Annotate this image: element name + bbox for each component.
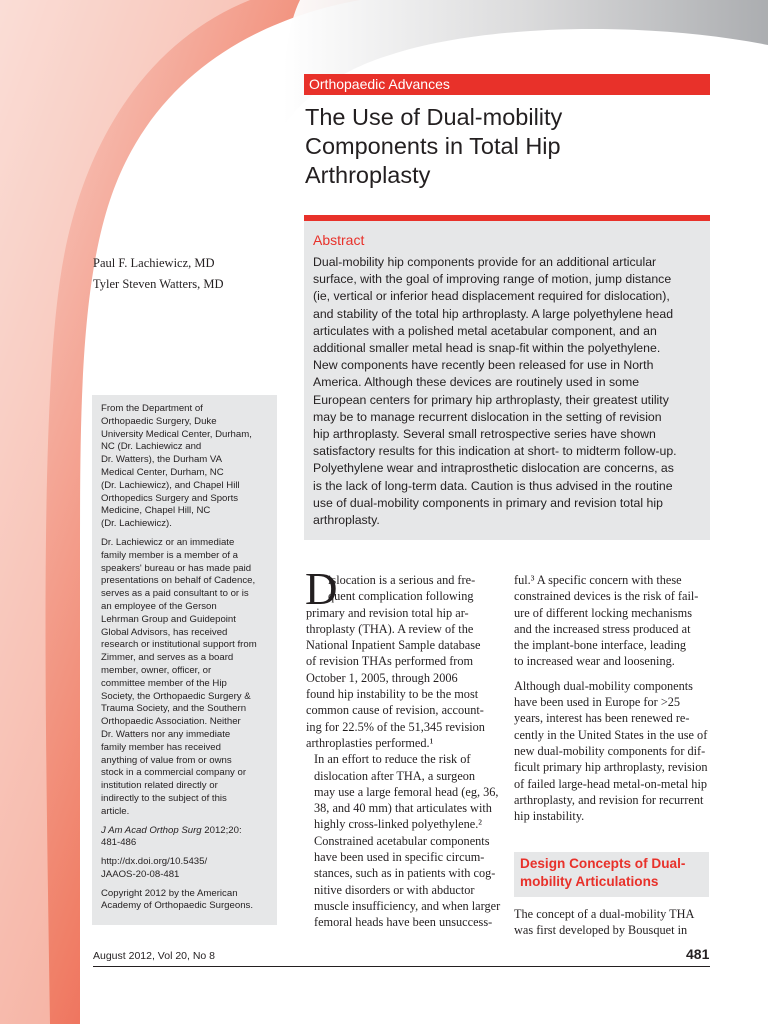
citation-text — [101, 825, 277, 851]
body-line: throplasty (THA). A review of the — [306, 621, 474, 636]
body-line: 38, and 40 mm) that articulates with — [314, 801, 492, 816]
disclosure-line: anything of value from or owns — [101, 754, 232, 766]
body-line: islocation is a serious and fre- — [328, 573, 476, 587]
disclosure-text — [101, 537, 277, 819]
body-line: muscle insufficiency, and when larger — [314, 898, 501, 913]
disclosure-line: research or institutional support from — [101, 639, 257, 651]
affiliation-line: Orthopedics Surgery and Sports — [101, 492, 239, 504]
footer-divider — [93, 966, 710, 967]
body-line: primary and revision total hip ar- — [306, 605, 469, 620]
issue-info: August 2012, Vol 20, No 8 — [93, 950, 216, 962]
body-paragraph — [514, 572, 710, 670]
body-line: new dual-mobility components for dif- — [514, 743, 706, 758]
disclosure-line: committee member of the Hip — [101, 677, 227, 689]
affiliation-line: Medicine, Chapel Hill, NC — [101, 505, 211, 517]
journal-name: J Am Acad Orthop Surg — [101, 824, 202, 836]
body-line: stances, such as in patients with cog- — [314, 866, 496, 881]
body-line: ure of different locking mechanisms — [514, 605, 693, 620]
abstract-line: Polyethylene wear and intraprosthetic dislocation are concerns, as — [313, 461, 674, 476]
body-line: Constrained acetabular components — [314, 833, 490, 848]
article-title — [305, 103, 705, 190]
body-line: found hip instability to be the most — [306, 687, 479, 702]
body-line: have been used in specific circum- — [314, 850, 485, 865]
body-line: ficult primary hip arthroplasty, revision — [514, 760, 708, 775]
disclosure-line: serves as a paid consultant to or is — [101, 588, 249, 600]
body-line: ing for 22.5% of the 51,345 revision — [306, 719, 485, 734]
abstract-line: arthroplasty. — [313, 513, 380, 528]
citation-pages: 481-486 — [101, 837, 137, 849]
author-name: Paul F. Lachiewicz, MD — [93, 256, 215, 270]
author-list — [93, 253, 224, 295]
disclosure-line: member, owner, officer, or — [101, 664, 212, 676]
page-number: 481 — [686, 946, 710, 962]
disclosure-line: Dr. Lachiewicz or an immediate — [101, 536, 235, 548]
doi-line[interactable]: http://dx.doi.org/10.5435/ — [101, 856, 208, 868]
disclosure-line: presentations on behalf of Cadence, — [101, 575, 256, 587]
abstract-line: additional smaller metal head is snap-fit within the polyethylene. — [313, 341, 661, 356]
abstract-text — [313, 254, 708, 529]
body-line: quent complication following — [328, 589, 474, 604]
body-line: have been used in Europe for >25 — [514, 695, 681, 710]
body-line: October 1, 2005, through 2006 — [306, 670, 458, 685]
abstract-line: and stability of the total hip arthroplasty. A large polyethylene head — [313, 306, 674, 321]
body-line: Although dual-mobility components — [514, 678, 693, 693]
body-line: nitive disorders or with abductor — [314, 882, 475, 897]
disclosure-line: institution related directly or — [101, 780, 218, 792]
body-line: to increased wear and loosening. — [514, 654, 675, 669]
abstract-line: hip arthroplasty. Several small retrospective series have shown — [313, 427, 656, 442]
disclosure-line: Society, the Orthopaedic Surgery & — [101, 690, 251, 702]
affiliation-line: Orthopaedic Surgery, Duke — [101, 415, 217, 427]
copyright-line: Copyright 2012 by the American — [101, 887, 238, 899]
body-paragraph — [306, 751, 501, 930]
abstract-line: America. Although these devices are routinely used in some — [313, 375, 640, 390]
body-column-right-continued — [514, 906, 710, 939]
body-line: In an effort to reduce the risk of — [314, 752, 471, 767]
disclosure-line: indirectly to the subject of this — [101, 792, 227, 804]
affiliation-line: (Dr. Lachiewicz). — [101, 518, 172, 530]
title-line: The Use of Dual-mobility — [305, 104, 563, 130]
body-line: may use a large femoral head (eg, 36, — [314, 784, 499, 799]
disclosure-line: Trauma Society, and the Southern — [101, 703, 247, 715]
body-line: constrained devices is the risk of fail- — [514, 589, 699, 604]
abstract-line: surface, with the goal of improving range of motion, jump distance — [313, 272, 672, 287]
affiliation-line: University Medical Center, Durham, — [101, 428, 252, 440]
body-line: dislocation after THA, a surgeon — [314, 768, 476, 783]
body-line: National Inpatient Sample database — [306, 638, 481, 653]
heading-line: mobility Articulations — [520, 874, 659, 889]
affiliation-line: From the Department of — [101, 403, 203, 414]
body-line: cently in the United States in the use of — [514, 727, 708, 742]
body-line: ful.³ A specific concern with these — [514, 573, 682, 587]
author-info-sidebar — [92, 395, 277, 925]
section-heading-design-concepts — [514, 852, 709, 897]
abstract-line: is the lack of long-term data. Caution is thus advised in the routine — [313, 478, 673, 493]
abstract-line: (ie, vertical or inferior head displacement required for dislocation), — [313, 289, 670, 304]
disclosure-line: Orthopaedic Association. Neither — [101, 716, 241, 728]
body-line: of failed large-head metal-on-metal hip — [514, 776, 708, 791]
body-column-middle — [306, 572, 501, 931]
body-line: and the increased stress produced at — [514, 621, 691, 636]
drop-cap: D — [305, 564, 338, 614]
doi-link[interactable] — [101, 856, 277, 882]
disclosure-line: Zimmer, and serves as a board — [101, 652, 234, 664]
body-line: years, interest has been renewed re- — [514, 711, 690, 726]
body-line: arthroplasties performed.¹ — [306, 735, 434, 750]
citation-line — [101, 825, 277, 838]
abstract-line: European centers for primary hip arthroplasty, their greatest utility — [313, 392, 669, 407]
affiliation-line: Dr. Watters), the Durham VA — [101, 454, 223, 466]
disclosure-line: article. — [101, 805, 130, 817]
abstract-line: may be to manage recurrent dislocation in the setting of revision — [313, 409, 662, 424]
title-line: Arthroplasty — [305, 162, 431, 188]
abstract-line: Dual-mobility hip components provide for an additional articular — [313, 255, 657, 269]
disclosure-line: Global Advisors, has received — [101, 626, 228, 638]
disclosure-line: an employee of the Gerson — [101, 600, 217, 612]
citation-year-volume: 2012;20: — [201, 824, 242, 836]
body-line: common cause of revision, account- — [306, 703, 484, 718]
abstract-box — [304, 215, 710, 540]
abstract-heading: Abstract — [313, 232, 365, 248]
affiliation-text — [101, 403, 277, 531]
disclosure-line: Lehrman Group and Guidepoint — [101, 613, 236, 625]
abstract-line: use of dual-mobility components in primary and revision total hip — [313, 495, 663, 510]
disclosure-line: family member has received — [101, 741, 221, 753]
body-line: highly cross-linked polyethylene.² — [314, 817, 482, 832]
author-name: Tyler Steven Watters, MD — [93, 277, 224, 291]
body-line: femoral heads have been unsuccess- — [314, 915, 493, 930]
body-paragraph — [514, 678, 710, 825]
disclosure-line: family member is a member of a — [101, 549, 239, 561]
title-line: Components in Total Hip — [305, 133, 561, 159]
body-line: was first developed by Bousquet in — [514, 923, 688, 938]
abstract-line: satisfactory results for this indication at short- to midterm follow-up. — [313, 444, 677, 459]
dropcap-lines — [306, 572, 501, 605]
copyright-text — [101, 888, 277, 914]
abstract-line: articulates with a polished metal acetabular component, and an — [313, 323, 657, 338]
body-paragraph — [306, 605, 501, 752]
doi-line[interactable]: JAAOS-20-08-481 — [101, 868, 180, 880]
body-line: hip instability. — [514, 809, 585, 824]
heading-line: Design Concepts of Dual- — [520, 856, 686, 871]
section-label: Orthopaedic Advances — [304, 74, 710, 95]
body-line: The concept of a dual-mobility THA — [514, 907, 695, 921]
body-line: of revision THAs performed from — [306, 654, 474, 669]
affiliation-line: NC (Dr. Lachiewicz and — [101, 441, 202, 453]
abstract-line: New components have recently been released for use in North — [313, 358, 654, 373]
copyright-line: Academy of Orthopaedic Surgeons. — [101, 900, 253, 912]
disclosure-line: Dr. Watters nor any immediate — [101, 728, 231, 740]
disclosure-line: speakers' bureau or has made paid — [101, 562, 252, 574]
body-paragraph — [514, 906, 710, 939]
body-line: the implant-bone interface, leading — [514, 638, 687, 653]
affiliation-line: Medical Center, Durham, NC — [101, 466, 224, 478]
disclosure-line: stock in a commercial company or — [101, 767, 247, 779]
affiliation-line: (Dr. Lachiewicz), and Chapel Hill — [101, 479, 240, 491]
body-line: arthroplasty, and revision for recurrent — [514, 792, 704, 807]
body-column-right — [514, 572, 710, 824]
